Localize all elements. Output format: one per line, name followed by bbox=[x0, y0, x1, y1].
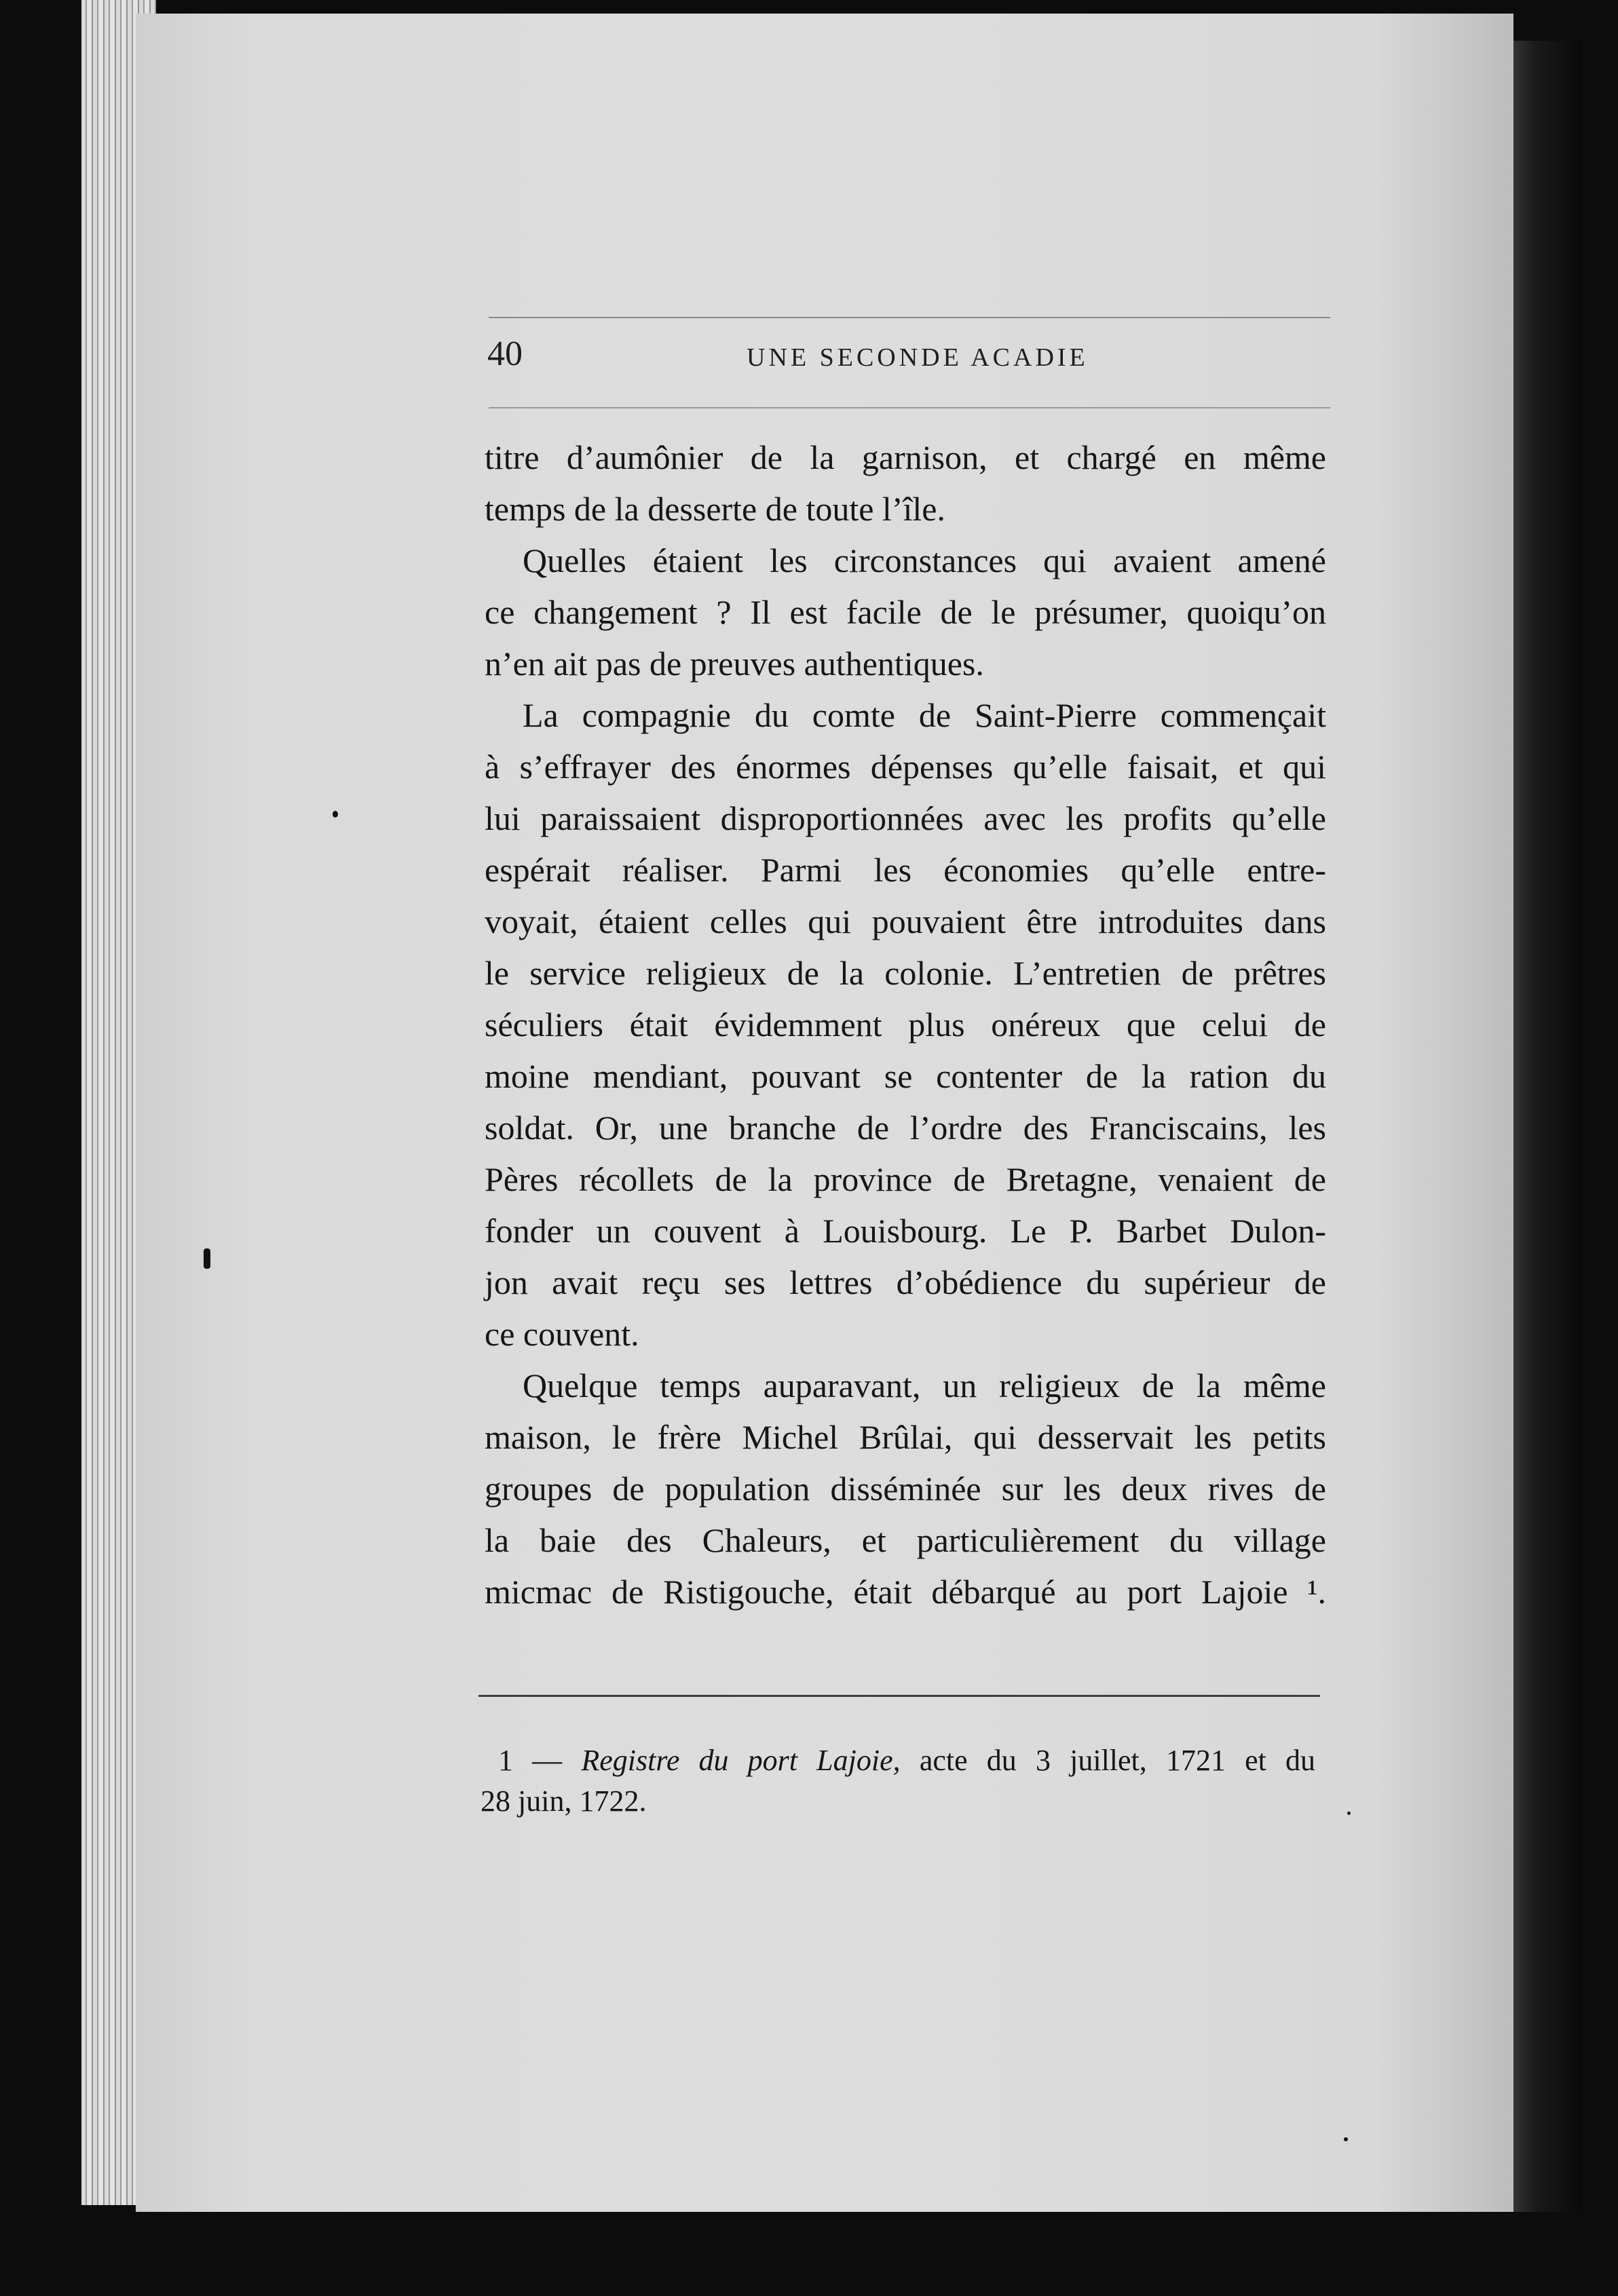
text-line: séculiers était évidemment plus onéreux que celui de bbox=[485, 1006, 1326, 1044]
running-head: UNE SECONDE ACADIE bbox=[747, 343, 1089, 372]
footnote-line: 28 juin, 1722. bbox=[481, 1784, 647, 1818]
footnote bbox=[481, 1740, 1315, 1822]
text-line: jon avait reçu ses lettres d’obédience du supérieur de bbox=[485, 1263, 1326, 1301]
text-line: soldat. Or, une branche de l’ordre des Franciscains, les bbox=[485, 1109, 1326, 1147]
scan-speck bbox=[204, 1248, 210, 1269]
footnote-detail: acte du 3 juillet, 1721 et du bbox=[919, 1744, 1316, 1777]
text-line: La compagnie du comte de Saint-Pierre commençait bbox=[523, 696, 1326, 734]
text-line: à s’effrayer des énormes dépenses qu’elle faisait, et qui bbox=[485, 748, 1326, 786]
text-line: espérait réaliser. Parmi les économies qu’elle entre- bbox=[485, 851, 1326, 889]
scan-speck bbox=[1347, 1812, 1351, 1815]
text-line: groupes de population disséminée sur les deux rives de bbox=[485, 1470, 1326, 1508]
scan-speck bbox=[333, 811, 338, 818]
text-line: voyait, étaient celles qui pouvaient être introduites dans bbox=[485, 902, 1326, 940]
text-line: le service religieux de la colonie. L’entretien de prêtres bbox=[485, 954, 1326, 992]
header-bottom-rule bbox=[489, 407, 1330, 408]
footnote-marker: 1 — bbox=[498, 1744, 563, 1777]
text-line: la baie des Chaleurs, et particulièrement du village bbox=[485, 1521, 1326, 1559]
text-line: moine mendiant, pouvant se contenter de la ration du bbox=[485, 1057, 1326, 1095]
text-line: fonder un couvent à Louisbourg. Le P. Barbet Dulon- bbox=[485, 1212, 1326, 1250]
text-line: titre d’aumônier de la garnison, et chargé en même bbox=[485, 438, 1326, 476]
text-line: n’en ait pas de preuves authentiques. bbox=[485, 645, 984, 683]
text-line: micmac de Ristigouche, était débarqué au port Lajoie ¹. bbox=[485, 1573, 1326, 1611]
footnote-source: Registre du port Lajoie, bbox=[581, 1744, 901, 1777]
text-line: ce couvent. bbox=[485, 1315, 639, 1353]
text-line: ce changement ? Il est facile de le présumer, quoiqu’on bbox=[485, 593, 1326, 631]
book-binding bbox=[1507, 41, 1581, 2212]
text-line: maison, le frère Michel Brûlai, qui desservait les petits bbox=[485, 1418, 1326, 1456]
text-line: Pères récollets de la province de Bretagne, venaient de bbox=[485, 1160, 1326, 1198]
page-number: 40 bbox=[487, 334, 523, 373]
body-text bbox=[485, 432, 1326, 1618]
text-line: Quelles étaient les circonstances qui avaient amené bbox=[523, 541, 1326, 579]
footnote-line bbox=[481, 1740, 1315, 1781]
text-line: Quelque temps auparavant, un religieux de la même bbox=[523, 1366, 1326, 1404]
scan-speck bbox=[1344, 2137, 1348, 2141]
text-line: temps de la desserte de toute l’île. bbox=[485, 490, 945, 528]
footnote-rule bbox=[478, 1695, 1320, 1697]
text-line: lui paraissaient disproportionnées avec les profits qu’elle bbox=[485, 799, 1326, 837]
header-top-rule bbox=[489, 317, 1330, 318]
